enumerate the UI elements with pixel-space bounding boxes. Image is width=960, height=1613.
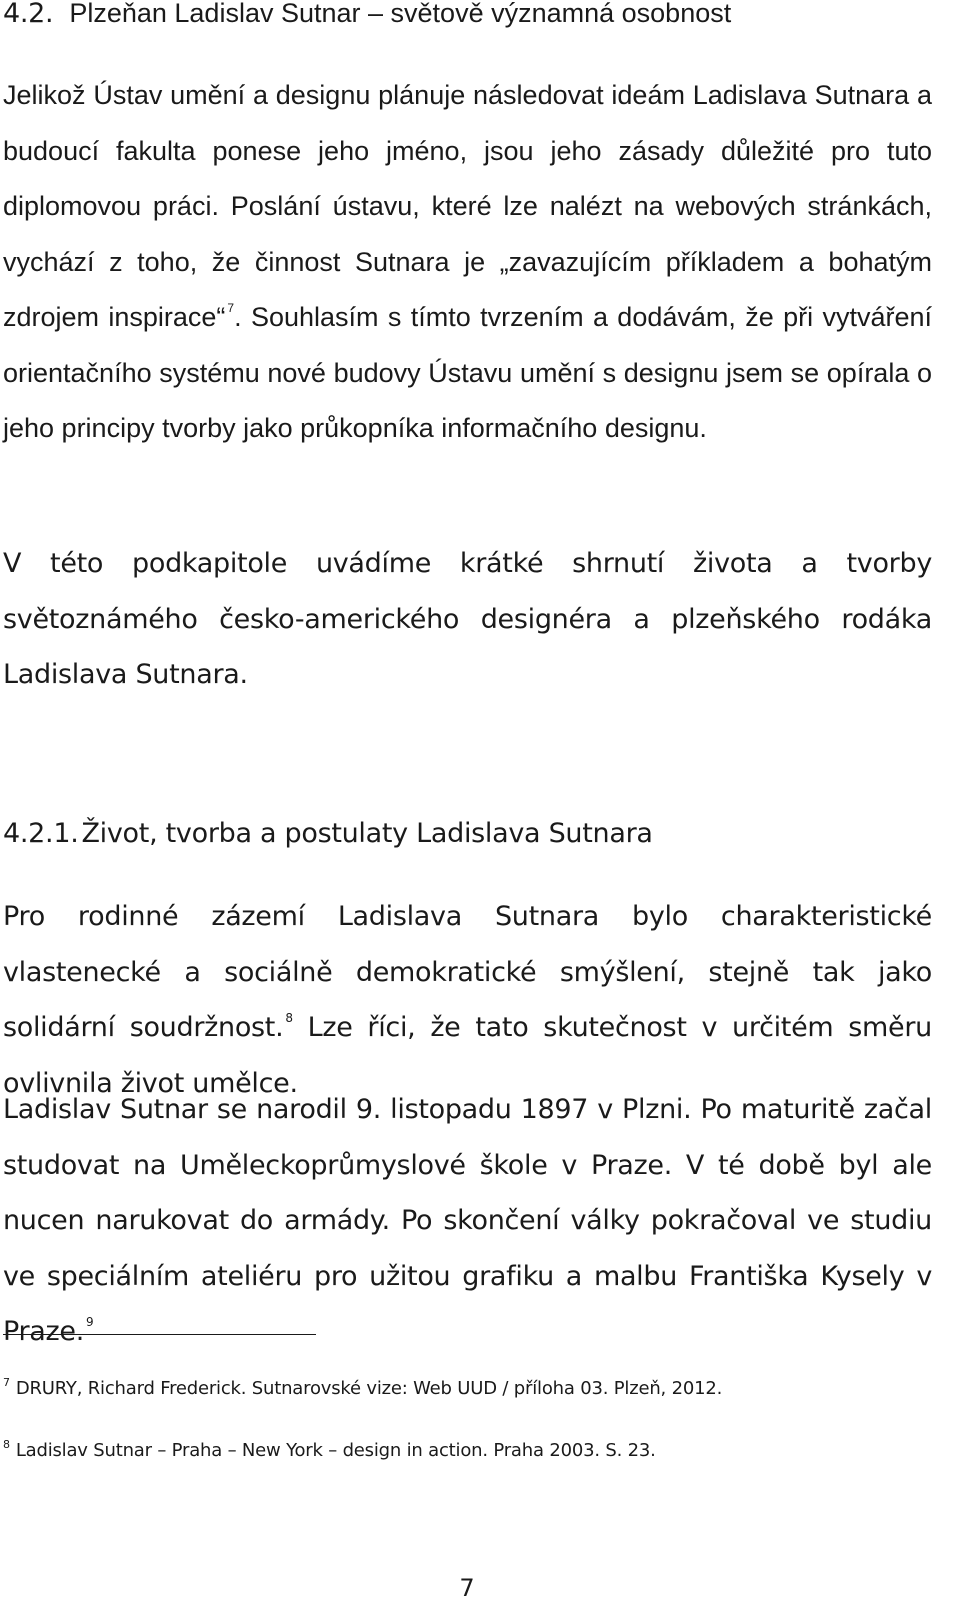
intro-text-1: Jelikož Ústav umění a designu plánuje následovat ideám Ladislava Sutnara a budoucí fakulta ponese jeho jméno, jsou jeho zásady důležité pro tuto diplomovou práci. Poslání ústavu, které lze nalézt na webových stránkách, vychází z toho, že činnost Sutnara je „zavazujícím příkladem a bohatým zdrojem inspirace“ (3, 80, 932, 332)
footnote-7-number: 7 (3, 1376, 10, 1389)
body-paragraph-1 (3, 889, 932, 1111)
subsection-heading (3, 818, 653, 849)
section-heading (3, 0, 731, 29)
body-2-text: Ladislav Sutnar se narodil 9. listopadu 1897 v Plzni. Po maturitě začal studovat na Uměleckoprůmyslové škole v Praze. V té době byl ale nucen narukovat do armády. Po skončení války pokračoval ve studiu ve speciálním ateliéru pro užitou grafiku a malbu Františka Kysely v Praze. (3, 1094, 932, 1347)
footnote-8 (3, 1440, 656, 1461)
footnote-7 (3, 1378, 722, 1399)
page-number: 7 (459, 1574, 475, 1602)
intro-paragraph-2: V této podkapitole uvádíme krátké shrnutí života a tvorby světoznámého česko-amerického designéra a plzeňského rodáka Ladislava Sutnara. (3, 548, 932, 690)
footnote-8-text: Ladislav Sutnar – Praha – New York – design in action. Praha 2003. S. 23. (15, 1440, 656, 1461)
footnote-ref-8[interactable]: 8 (285, 1011, 293, 1025)
subsection-number: 4.2.1. (3, 818, 79, 849)
body-paragraph-2 (3, 1082, 932, 1360)
footnote-separator (3, 1334, 316, 1335)
body-1-text-after: Lze říci, že tato skutečnost v určitém směru ovlivnila život umělce. (3, 1012, 932, 1099)
intro-paragraph (3, 68, 932, 457)
intro-text-2: . Souhlasím s tímto tvrzením a dodávám, že při vytváření orientačního systému nové budovy Ústavu umění s designu jsem se opírala o jeho principy tvorby jako průkopníka informačního designu. (3, 302, 932, 443)
subsection-title: Život, tvorba a postulaty Ladislava Sutnara (81, 818, 653, 849)
footnote-8-number: 8 (3, 1438, 10, 1451)
footnote-ref-7[interactable]: 7 (227, 301, 235, 315)
section-title: Plzeňan Ladislav Sutnar – světově významná osobnost (69, 0, 732, 28)
body-1-text: Pro rodinné zázemí Ladislava Sutnara bylo charakteristické vlastenecké a sociálně demokratické smýšlení, stejně tak jako solidární soudržnost. (3, 901, 932, 1043)
section-number: 4.2. (3, 0, 54, 29)
footnote-7-text: DRURY, Richard Frederick. Sutnarovské vize: Web UUD / příloha 03. Plzeň, 2012. (15, 1378, 723, 1399)
footnote-ref-9[interactable]: 9 (86, 1315, 94, 1329)
